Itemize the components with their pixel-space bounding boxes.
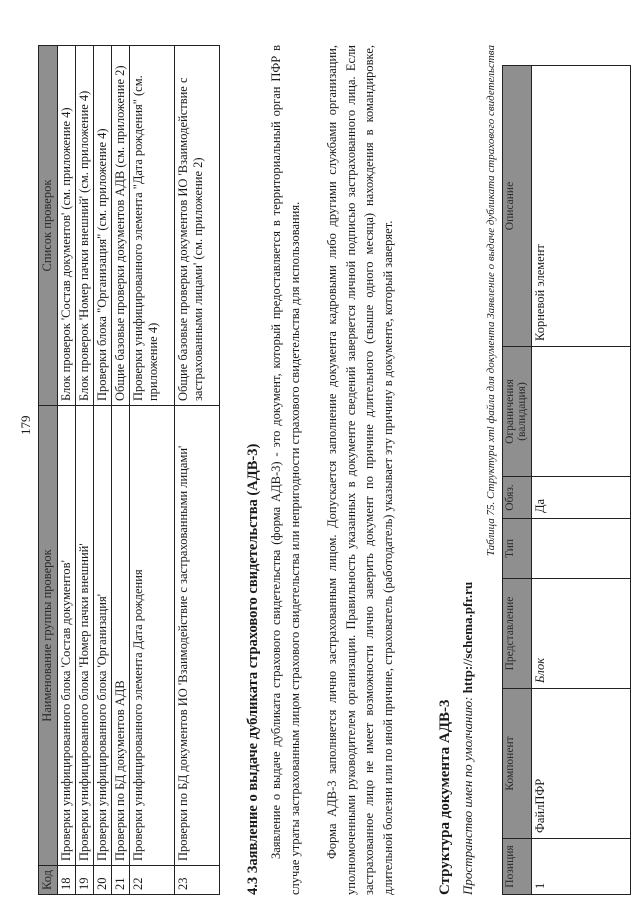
column-header-position: Позиция bbox=[503, 839, 532, 895]
row-representation: Блок bbox=[532, 579, 631, 689]
table-row bbox=[58, 46, 76, 895]
table-caption: Таблица 75. Структура xml файла для документа Заявление о выдаче дубликата страхового свидетельства bbox=[485, 45, 497, 557]
table-row bbox=[76, 46, 94, 895]
column-header-group-name: Наименование группы проверок bbox=[39, 406, 58, 866]
row-type bbox=[532, 519, 631, 579]
column-header-type: Тип bbox=[503, 519, 532, 579]
table-header-row bbox=[39, 46, 58, 895]
row-checks: Блок проверок 'Номер пачки внешний' (см. приложение 4) bbox=[76, 46, 94, 406]
column-header-representation: Представление bbox=[503, 579, 532, 689]
row-code: 23 bbox=[175, 866, 220, 895]
table-row bbox=[94, 46, 112, 895]
row-component: ФайлПФР bbox=[532, 689, 631, 839]
paragraph-definition: Заявление о выдаче дубликата страхового свидетельства (форма АДВ-3) - это документ, который предоставляется в территориальный орган ПФР в случае утраты застрахованным лицом страхового свидетельства или непригодности страхового свидетельства для использования. bbox=[269, 45, 302, 895]
row-code: 20 bbox=[94, 866, 112, 895]
namespace-label: Пространство имен по умолчанию: bbox=[460, 696, 475, 895]
page-number: 179 bbox=[18, 415, 33, 435]
table-row bbox=[130, 46, 175, 895]
column-header-check-list: Список проверок bbox=[39, 46, 58, 406]
row-group-name: Проверки унифицированного элемента Дата рождения bbox=[130, 406, 175, 866]
column-header-required: Обяз. bbox=[503, 477, 532, 519]
paragraph-filling-rules: Форма АДВ-3 заполняется лично застрахованным лицом. Допускается заполнение документа кадровыми либо другими службами организации, уполномоченными руководителем организации. Правильность указанных в документе сведений заверяется личной подписью застрахованного лица. Если застрахованное лицо не имеет возможности лично заверить документ по причине длительного (свыше одного месяца) нахождения в командировке, длительной болезни или по иной причине, страхователь (работодатель) указывает эту причину в документе, который заверяет. bbox=[325, 45, 395, 895]
row-description: Корневой элемент bbox=[532, 66, 631, 347]
table-row bbox=[532, 66, 631, 895]
namespace-line bbox=[460, 582, 476, 895]
column-header-code: Код bbox=[39, 866, 58, 895]
table-row bbox=[112, 46, 130, 895]
row-code: 18 bbox=[58, 866, 76, 895]
check-groups-table bbox=[38, 45, 220, 895]
row-checks: Общие базовые проверки документов АДВ (см. приложение 2) bbox=[112, 46, 130, 406]
table-row bbox=[175, 46, 220, 895]
column-header-restrictions: Ограничения (валидация) bbox=[503, 347, 532, 477]
row-position: 1 bbox=[532, 839, 631, 895]
table-header-row bbox=[503, 66, 532, 895]
row-group-name: Проверки унифицированного блока 'Организация' bbox=[94, 406, 112, 866]
row-group-name: Проверки унифицированного блока 'Номер пачки внешний' bbox=[76, 406, 94, 866]
row-group-name: Проверки унифицированного блока 'Состав документов' bbox=[58, 406, 76, 866]
row-required: Да bbox=[532, 477, 631, 519]
xml-structure-table bbox=[502, 65, 631, 895]
row-code: 22 bbox=[130, 866, 175, 895]
row-group-name: Проверки по БД документов АДВ bbox=[112, 406, 130, 866]
section-heading: 4.3 Заявление о выдаче дубликата страхового свидетельства (АДВ-3) bbox=[245, 443, 261, 895]
row-restrictions bbox=[532, 347, 631, 477]
column-header-component: Компонент bbox=[503, 689, 532, 839]
row-checks: Проверки унифицированного элемента "Дата рождения" (см. приложение 4) bbox=[130, 46, 175, 406]
namespace-value: http://schema.pfr.ru bbox=[460, 581, 475, 694]
row-code: 19 bbox=[76, 866, 94, 895]
column-header-description: Описание bbox=[503, 66, 532, 347]
row-code: 21 bbox=[112, 866, 130, 895]
row-group-name: Проверки по БД документов ИО 'Взаимодействие с застрахованными лицами' bbox=[175, 406, 220, 866]
row-checks: Блок проверок 'Состав документов' (см. приложение 4) bbox=[58, 46, 76, 406]
row-checks: Проверки блока "Организация" (см. приложение 4) bbox=[94, 46, 112, 406]
row-checks: Общие базовые проверки документов ИО 'Взаимодействие с застрахованными лицами' (см. приложение 2) bbox=[175, 46, 220, 406]
structure-heading: Структура документа АДВ-3 bbox=[437, 699, 453, 895]
